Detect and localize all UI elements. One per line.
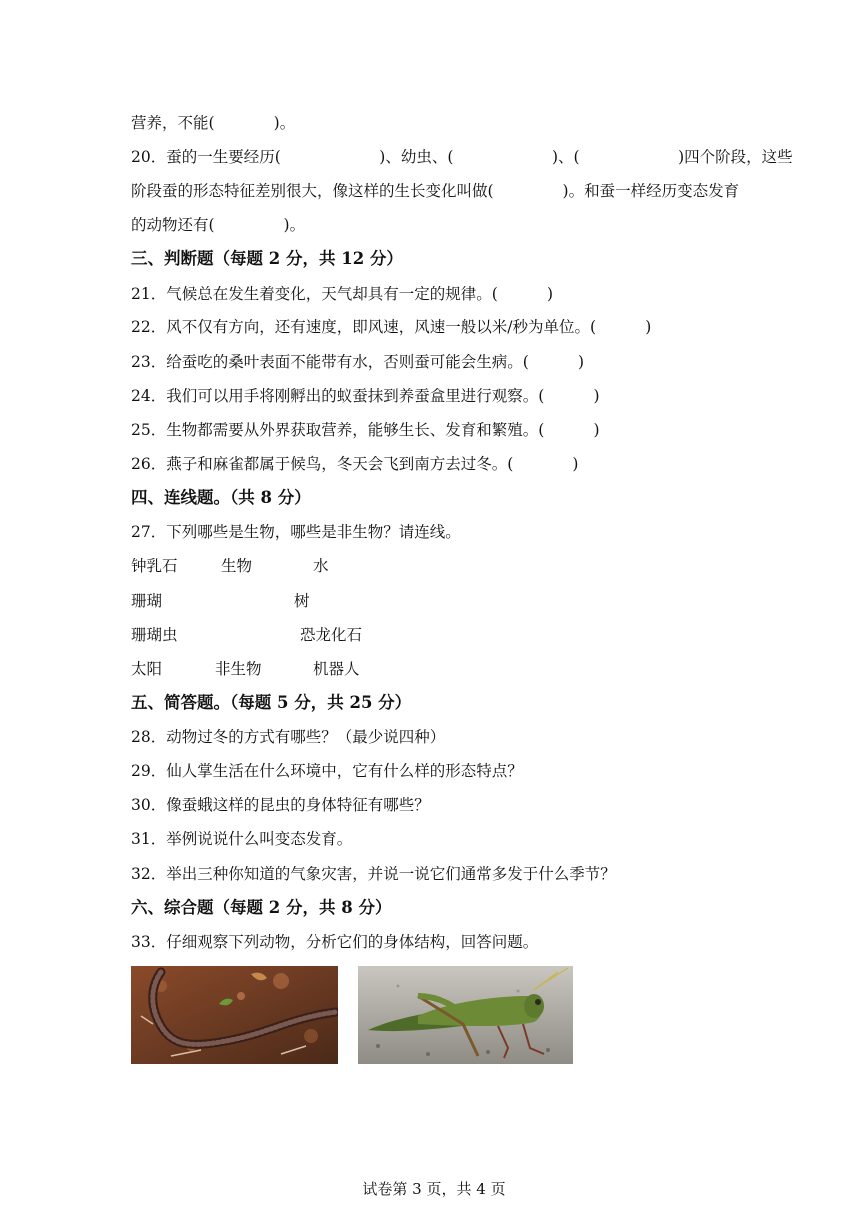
match-right-item: 机器人	[313, 660, 360, 678]
question-27: 27．下列哪些是生物，哪些是非生物？请连线。	[131, 523, 461, 541]
match-right-item: 树	[294, 592, 310, 610]
section-6-heading: 六、综合题（每题 2 分，共 8 分）	[131, 898, 392, 917]
question-26: 26．燕子和麻雀都属于候鸟，冬天会飞到南方去过冬。( )	[131, 455, 579, 473]
match-right-item: 水	[313, 557, 329, 575]
q19-continuation: 营养，不能( )。	[131, 114, 296, 132]
section-3-heading: 三、判断题（每题 2 分，共 12 分）	[131, 249, 403, 268]
question-30: 30．像蚕蛾这样的昆虫的身体特征有哪些？	[131, 796, 430, 814]
q20-line3: 的动物还有( )。	[131, 216, 306, 234]
match-left-item: 珊瑚	[131, 592, 163, 610]
earthworm-photo	[131, 966, 338, 1064]
match-middle-item: 非生物	[215, 660, 262, 678]
page-footer: 试卷第 3 页，共 4 页	[362, 1180, 506, 1198]
match-left-item: 钟乳石	[131, 557, 178, 575]
grasshopper-photo	[358, 966, 573, 1064]
match-middle-item: 生物	[221, 557, 253, 575]
section-4-heading: 四、连线题。（共 8 分）	[131, 488, 311, 507]
question-24: 24．我们可以用手将刚孵出的蚁蚕抹到养蚕盒里进行观察。( )	[131, 387, 600, 405]
question-23: 23．给蚕吃的桑叶表面不能带有水，否则蚕可能会生病。( )	[131, 353, 585, 371]
match-left-item: 珊瑚虫	[131, 626, 178, 644]
match-right-item: 恐龙化石	[300, 626, 363, 644]
question-31: 31．举例说说什么叫变态发育。	[131, 830, 353, 848]
match-left-item: 太阳	[131, 660, 163, 678]
question-21: 21．气候总在发生着变化，天气却具有一定的规律。( )	[131, 285, 554, 303]
question-33: 33．仔细观察下列动物，分析它们的身体结构，回答问题。	[131, 933, 539, 951]
question-25: 25．生物都需要从外界获取营养，能够生长、发育和繁殖。( )	[131, 421, 600, 439]
question-29: 29．仙人掌生活在什么环境中，它有什么样的形态特点？	[131, 762, 523, 780]
question-28: 28．动物过冬的方式有哪些？（最少说四种）	[131, 728, 446, 746]
question-22: 22．风不仅有方向，还有速度，即风速，风速一般以米/秒为单位。( )	[131, 318, 652, 336]
q20-line1: 20．蚕的一生要经历( )、幼虫、( )、( )四个阶段，这些	[131, 148, 793, 166]
question-32: 32．举出三种你知道的气象灾害，并说一说它们通常多发于什么季节？	[131, 865, 616, 883]
q20-line2: 阶段蚕的形态特征差别很大，像这样的生长变化叫做( )。和蚕一样经历变态发育	[131, 182, 740, 200]
section-5-heading: 五、简答题。（每题 5 分，共 25 分）	[131, 693, 412, 712]
